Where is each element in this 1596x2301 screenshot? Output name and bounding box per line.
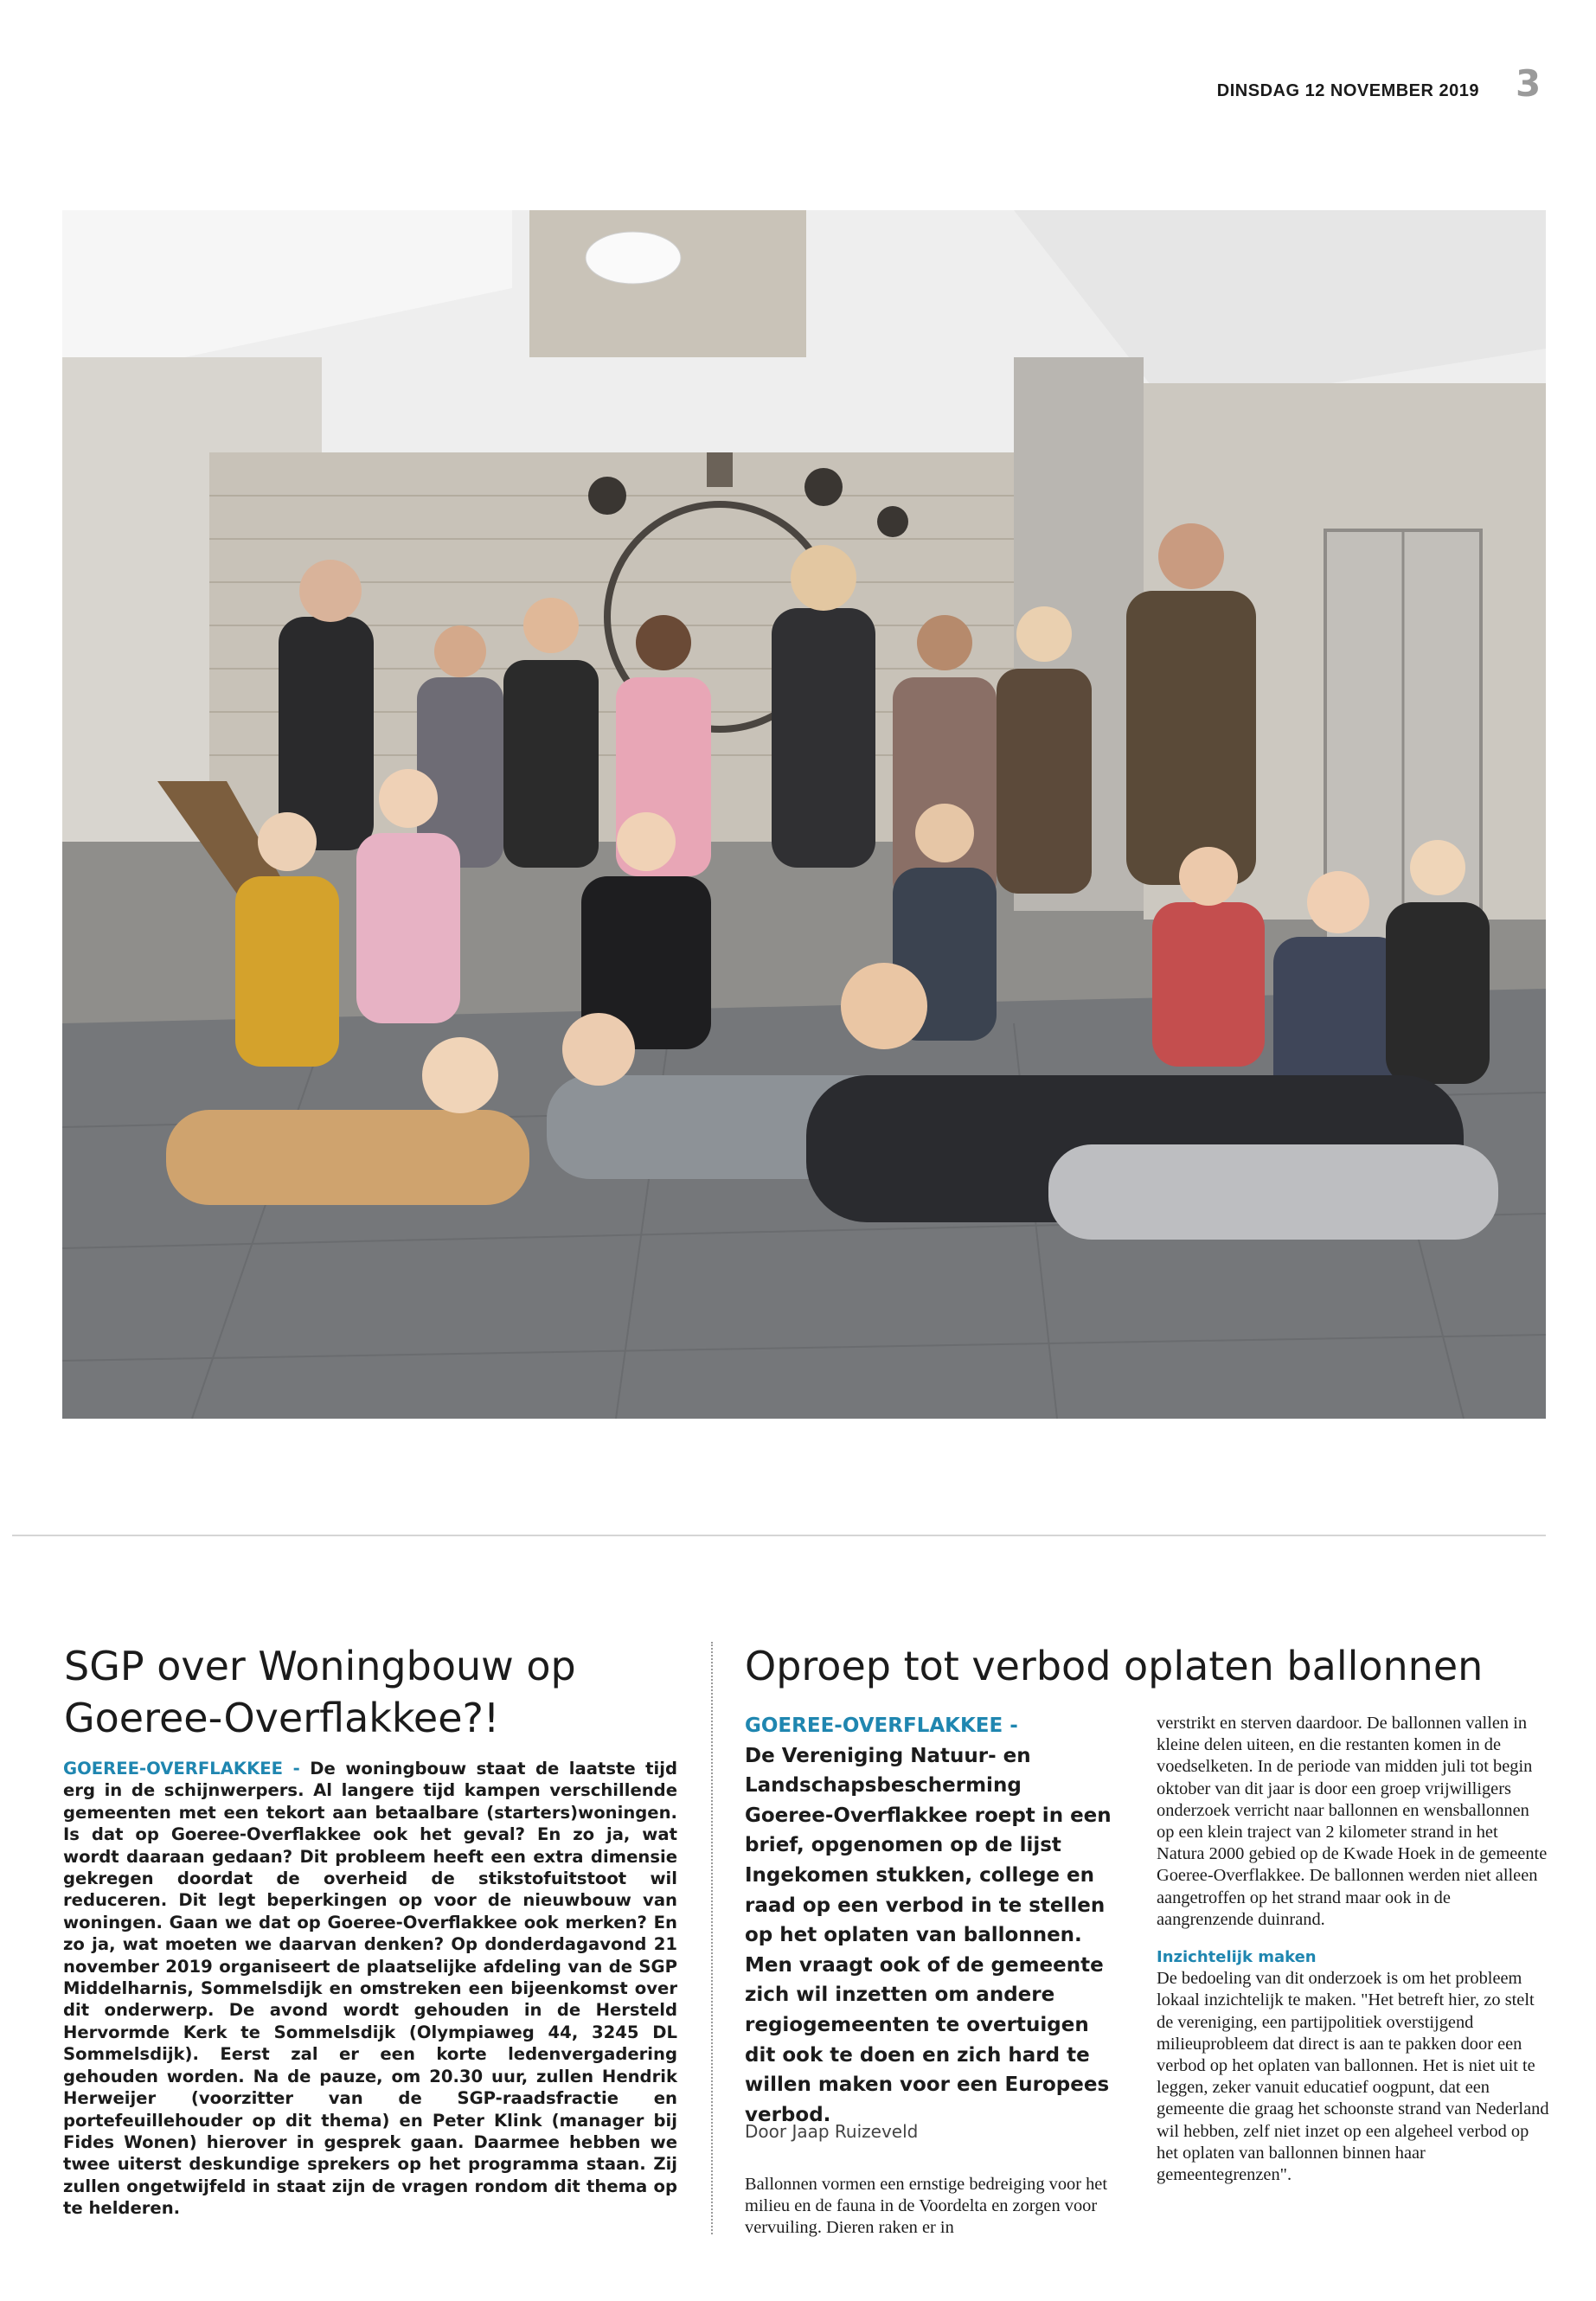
issue-date: DINSDAG 12 NOVEMBER 2019 [1216,81,1479,100]
right-article-column-a: Ballonnen vormen een ernstige bedreiging voor het milieu en de fauna in de Voordelta en zorgen voor vervuiling. Dieren raken er in [745,2175,1108,2238]
section-rule [12,1535,1546,1536]
column-divider [711,1642,713,2234]
page-number: 3 [1516,62,1542,105]
left-article-title: SGP over Woningbouw op Goeree-Overflakkee?! [64,1643,576,1741]
right-article-intro-text: De Vereniging Natuur- en Landschapsbescherming Goeree-Overflakkee roept in een brief, opgenomen op de lijst Ingekomen stukken, college en raad op een verbod in te stellen op het oplaten van ballonnen. Men vraagt ook of de gemeente zich wil inzetten om andere regiogemeenten te overtuigen dit ook te doen en zich hard te willen maken voor een Europees verbod. [745,1744,1112,2126]
left-article-body [63,1758,677,2220]
right-article-column-b [1157,1713,1550,2186]
left-article-kicker: GOEREE-OVERFLAKKEE - [63,1759,300,1779]
right-article-intro [745,1711,1117,2130]
right-article-title: Oproep tot verbod oplaten ballonnen [745,1643,1484,1689]
subheading: Inzichtelijk maken [1157,1948,1317,1967]
left-article-text: De woningbouw staat de laatste tijd erg in de schijnwerpers. Al langere tijd kampen verschillende gemeenten met een tekort aan betaalbare (starters)woningen. Is dat op Goeree-Overflakkee ook het geval? En zo ja, wat wordt daaraan gedaan? Dit probleem heeft een extra dimensie gekregen doordat de overheid de stikstofuitstoot wil reduceren. Dit legt beperkingen op voor de nieuwbouw van woningen. Gaan we dat op Goeree-Overflakkee ook merken? En zo ja, wat moeten we daarvan denken? Op donderdagavond 21 november 2019 organiseert de plaatselijke afdeling van de SGP Middelharnis, Sommelsdijk en omstreken een bijeenkomst over dit onderwerp. De avond wordt gehouden in de Hersteld Hervormde Kerk te Sommelsdijk (Olympiaweg 44, 3245 DL Sommelsdijk). Eerst zal er een korte ledenvergadering gehouden worden. Na de pauze, om 20.30 uur, zullen Hendrik Herweijer (voorzitter van de SGP-raadsfractie en portefeuillehouder op dit thema) en Peter Klink (manager bij Fides Wonen) hierover in gesprek gaan. Daarmee hebben we twee uiterst deskundige sprekers op het programma staan. Zij zullen ongetwijfeld in staat zijn de vragen rondom dit thema op te helderen. [63,1759,677,2219]
right-article-paragraph-1: verstrikt en sterven daardoor. De ballonnen vallen in kleine delen uiteen, en die restanten komen in de voedselketen. In de periode van midden juli tot begin oktober van dit jaar is door een groep vrijwilligers onderzoek verricht naar ballonnen en wensballonnen op een klein traject van 2 kilometer strand in het Natura 2000 gebied op de Kwade Hoek in de gemeente Goeree-Overflakkee. De ballonnen werden niet alleen aangetroffen op het strand maar ook in de aangrenzende duinrand. [1157,1714,1548,1929]
byline: Door Jaap Ruizeveld [745,2121,919,2142]
group-photo-image [62,210,1546,1419]
group-photo [62,210,1546,1419]
right-article-kicker: GOEREE-OVERFLAKKEE - [745,1715,1018,1737]
right-article-paragraph-2: De bedoeling van dit onderzoek is om het probleem lokaal inzichtelijk te maken. "Het betreft hier, zo stelt de vereniging, een partijpolitiek overstijgend milieuprobleem dat direct is aan te pakken door een verbod op het oplaten van ballonnen. Het is niet uit te leggen, zeker vanuit educatief oogpunt, dat een gemeente die graag het schoonste strand van Nederland wil hebben, zelf niet inzet op een algeheel verbod op het oplaten van ballonnen binnen haar gemeentegrenzen". [1157,1969,1549,2185]
